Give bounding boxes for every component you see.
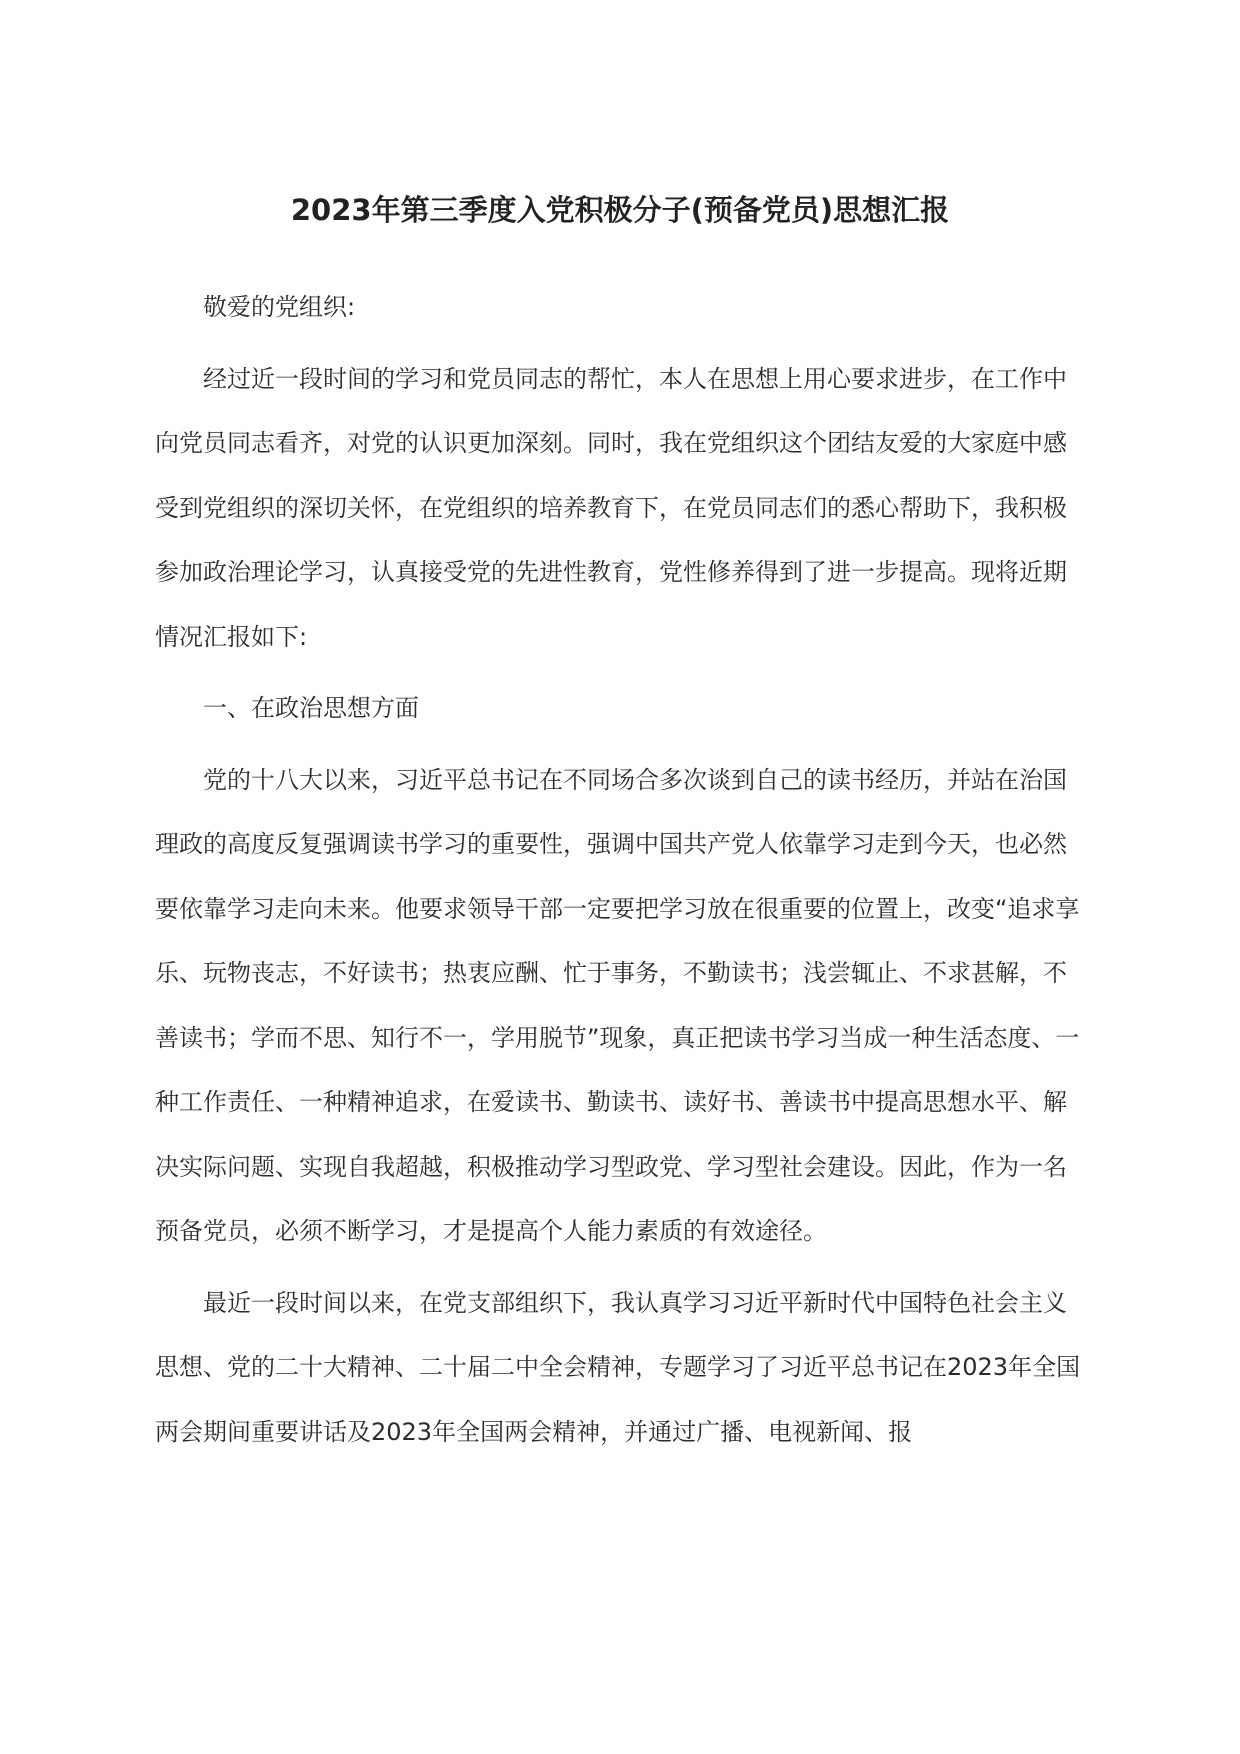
paragraph-study-importance: 党的十八大以来，习近平总书记在不同场合多次谈到自己的读书经历，并站在治国理政的高度反复强调读书学习的重要性，强调中国共产党人依靠学习走到今天，也必然要依靠学习走向未来。他要求领导干部一定要把学习放在很重要的位置上，改变“追求享乐、玩物丧志，不好读书；热衷应酬、忙于事务，不勤读书；浅尝辄止、不求甚解，不善读书；学而不思、知行不一，学用脱节”现象，真正把读书学习当成一种生活态度、一种工作责任、一种精神追求，在爱读书、勤读书、读好书、善读书中提高思想水平、解决实际问题、实现自我超越，积极推动学习型政党、学习型社会建设。因此，作为一名预备党员，必须不断学习，才是提高个人能力素质的有效途径。 bbox=[155, 765, 1080, 1245]
section-heading-political: 一、在政治思想方面 bbox=[203, 694, 419, 722]
salutation: 敬爱的党组织: bbox=[203, 293, 356, 321]
paragraph-intro: 经过近一段时间的学习和党员同志的帮忙，本人在思想上用心要求进步，在工作中向党员同志看齐，对党的认识更加深刻。同时，我在党组织这个团结友爱的大家庭中感受到党组织的深切关怀，在党组织的培养教育下，在党员同志们的悉心帮助下，我积极参加政治理论学习，认真接受党的先进性教育，党性修养得到了进一步提高。现将近期情况汇报如下: bbox=[155, 364, 1067, 651]
document-body bbox=[155, 275, 1085, 1471]
document-title: 2023年第三季度入党积极分子(预备党员)思想汇报 bbox=[290, 193, 950, 227]
paragraph-recent-study: 最近一段时间以来，在党支部组织下，我认真学习习近平新时代中国特色社会主义思想、党的二十大精神、二十届二中全会精神，专题学习了习近平总书记在2023年全国两会期间重要讲话及2023年全国两会精神，并通过广播、电视新闻、报 bbox=[155, 1288, 1081, 1446]
